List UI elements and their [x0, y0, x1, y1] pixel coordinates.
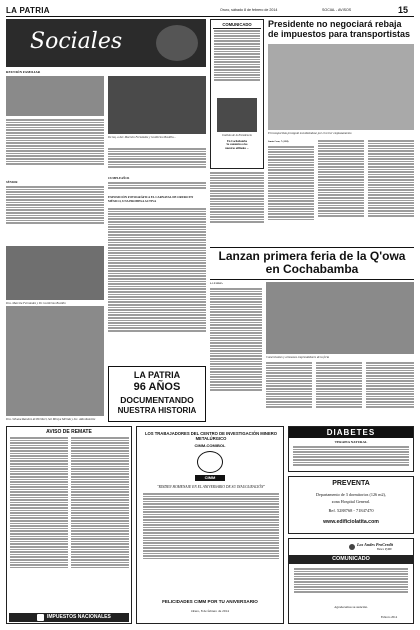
social-photo-4 [6, 306, 104, 416]
comunicado-bottom-date: Febrero 2014 [381, 615, 398, 619]
social-caption-3: Dra. Marcela Fernández y Dr. Guillermo Bustillo [6, 301, 66, 305]
diabetes-title: DIABETES [326, 428, 376, 437]
diabetes-sub: TERAPIA NATURAL [334, 440, 368, 444]
comunicado-top [210, 19, 264, 169]
preventa-line1: Departamento de 3 dormitorios (126 m2), [315, 492, 386, 497]
comunicado-top-body-line2: Se comunica a los [226, 143, 248, 147]
feature-headline: Lanzan primera feria de la Q'owa en Cochabamba [218, 249, 406, 276]
masthead-date: Oruro, sábado 8 de febrero de 2014 [220, 8, 278, 12]
remate-col2 [71, 437, 129, 609]
cimm-logo-text: CIMM [204, 475, 216, 480]
article1-byline: Santa Cruz, 7 (ABI) [268, 140, 289, 143]
ad-patria-line2: 96 AÑOS [133, 381, 181, 393]
article1-photo [268, 44, 414, 130]
social-cumple-heading: CUMPLEAÑOS [108, 176, 130, 180]
article1-photo-caption: El transportista prosiguió movilizándose por el tercer emplazamiento [268, 131, 352, 135]
impuestos-logo-icon [37, 614, 44, 621]
sociales-ornament [156, 25, 198, 61]
cimm-logo-icon [197, 451, 223, 473]
procredit-logo-icon [349, 544, 355, 550]
cimm-body [143, 493, 279, 583]
preventa-line2: zona Hospital General. [331, 499, 371, 504]
social-expo-heading: EXPOSICIÓN FOTOGRÁFICA EL CARNAVAL DE ORURO EN MÉXICO, UNA PROMESA ACTIVA [108, 195, 194, 203]
feature-col4 [366, 362, 414, 422]
comunicado-top-title: COMUNICADO [222, 22, 252, 27]
cimm-date: Oruro, 8 de febrero de 2014 [191, 609, 229, 613]
remate-col1 [10, 437, 68, 609]
remate-footer: IMPUESTOS NACIONALES [47, 614, 111, 620]
feature-col1 [210, 288, 262, 422]
article1-col2 [318, 140, 364, 244]
preventa-title: PREVENTA [332, 480, 370, 487]
middle-column-text [210, 172, 264, 244]
sociales-subhead: REUNIÓN FAMILIAR [6, 70, 41, 74]
feature-photo [266, 282, 414, 354]
social-photo-2 [108, 76, 206, 134]
social-caption-2: De izq. a der. Marcelo Fernández y Guillermo Bustillo... [108, 135, 176, 139]
comunicado-top-text [214, 30, 260, 96]
feature-col3 [316, 362, 362, 422]
preventa-line3: Ref. 5288768 - 71847470 [328, 508, 374, 513]
social-text-3 [108, 148, 206, 178]
feature-bottom-rule [210, 279, 414, 280]
cimm-sub: CIMM-COMIBOL [194, 443, 226, 448]
comunicado-top-body-line3: nuestros afiliados ... [225, 146, 249, 150]
diabetes-body [293, 446, 409, 470]
diabetes-ad [288, 426, 414, 472]
cimm-quote: "RINDEN HOMENAJE EN EL ANIVERSARIO DE SU INAUGURACIÓN" [157, 485, 265, 489]
comunicado-top-body [214, 140, 260, 150]
cimm-homenaje [136, 426, 284, 624]
ad-la-patria-96 [108, 366, 206, 422]
article1-col1 [268, 146, 314, 244]
preventa-ad [288, 476, 414, 534]
feature-col2 [266, 362, 312, 422]
comunicado-bottom-title: COMUNICADO [332, 556, 370, 562]
ad-patria-line3: DOCUMENTANDO [120, 395, 194, 405]
social-text-1 [6, 119, 104, 179]
social-text-5 [108, 208, 206, 368]
article1-headline: Presidente no negociará rebaja de impuestos para transportistas [268, 19, 411, 39]
ad-patria-line4: NUESTRA HISTORIA [117, 406, 197, 415]
comunicado-bottom [288, 538, 414, 624]
social-photo-3 [6, 246, 104, 300]
social-senior-heading: SÉNIOR [6, 180, 18, 184]
page-number: 15 [398, 5, 409, 15]
comunicado-top-photo [217, 98, 257, 132]
masthead-rule [6, 16, 414, 17]
comunicado-bottom-footer: Agradecemos su atención. [334, 605, 368, 609]
comunicado-bottom-brand-sub: Banco PyME [377, 548, 392, 551]
feature-top-rule [210, 247, 414, 248]
aviso-remate [6, 426, 132, 624]
article1-col3 [368, 140, 414, 244]
caption-bottom-left: Dra. Silvana Ramírez de Heribert, Sol Mireya Mérida y Lic. Aldo Ramírez [6, 417, 96, 421]
ad-patria-line1: LA PATRIA [133, 370, 181, 380]
cimm-closing: FELICIDADES CIMM POR TU ANIVERSARIO [162, 599, 258, 604]
feature-kicker: LA PATRIA [210, 282, 223, 285]
sociales-title: Sociales [30, 29, 123, 54]
masthead-section: SOCIAL - AVISOS [322, 8, 352, 12]
comunicado-top-body-line1: En Cochabamba [227, 140, 247, 143]
social-text-4 [108, 182, 206, 196]
sociales-banner [6, 19, 206, 67]
social-text-2 [6, 186, 104, 242]
comunicado-bottom-body [294, 568, 408, 602]
masthead-paper-name: LA PATRIA [6, 6, 50, 15]
cimm-org: LOS TRABAJADORES DEL CENTRO DE INVESTIGACIÓN MINERO METALÚRGICO [144, 431, 278, 441]
remate-title: AVISO DE REMATE [46, 429, 92, 435]
feature-photo-caption: Comerciantes y artesanos emprendedores de la feria [266, 355, 330, 359]
comunicado-top-rule [213, 28, 261, 29]
comunicado-bottom-brand-row [293, 542, 411, 554]
social-photo-1 [6, 76, 104, 116]
comunicado-top-footer: Instituto de la Presidencia [222, 134, 252, 137]
comunicado-bottom-brand: Los Andes ProCredit [357, 542, 393, 547]
preventa-line4[interactable]: www.edificiolatita.com [323, 519, 379, 525]
